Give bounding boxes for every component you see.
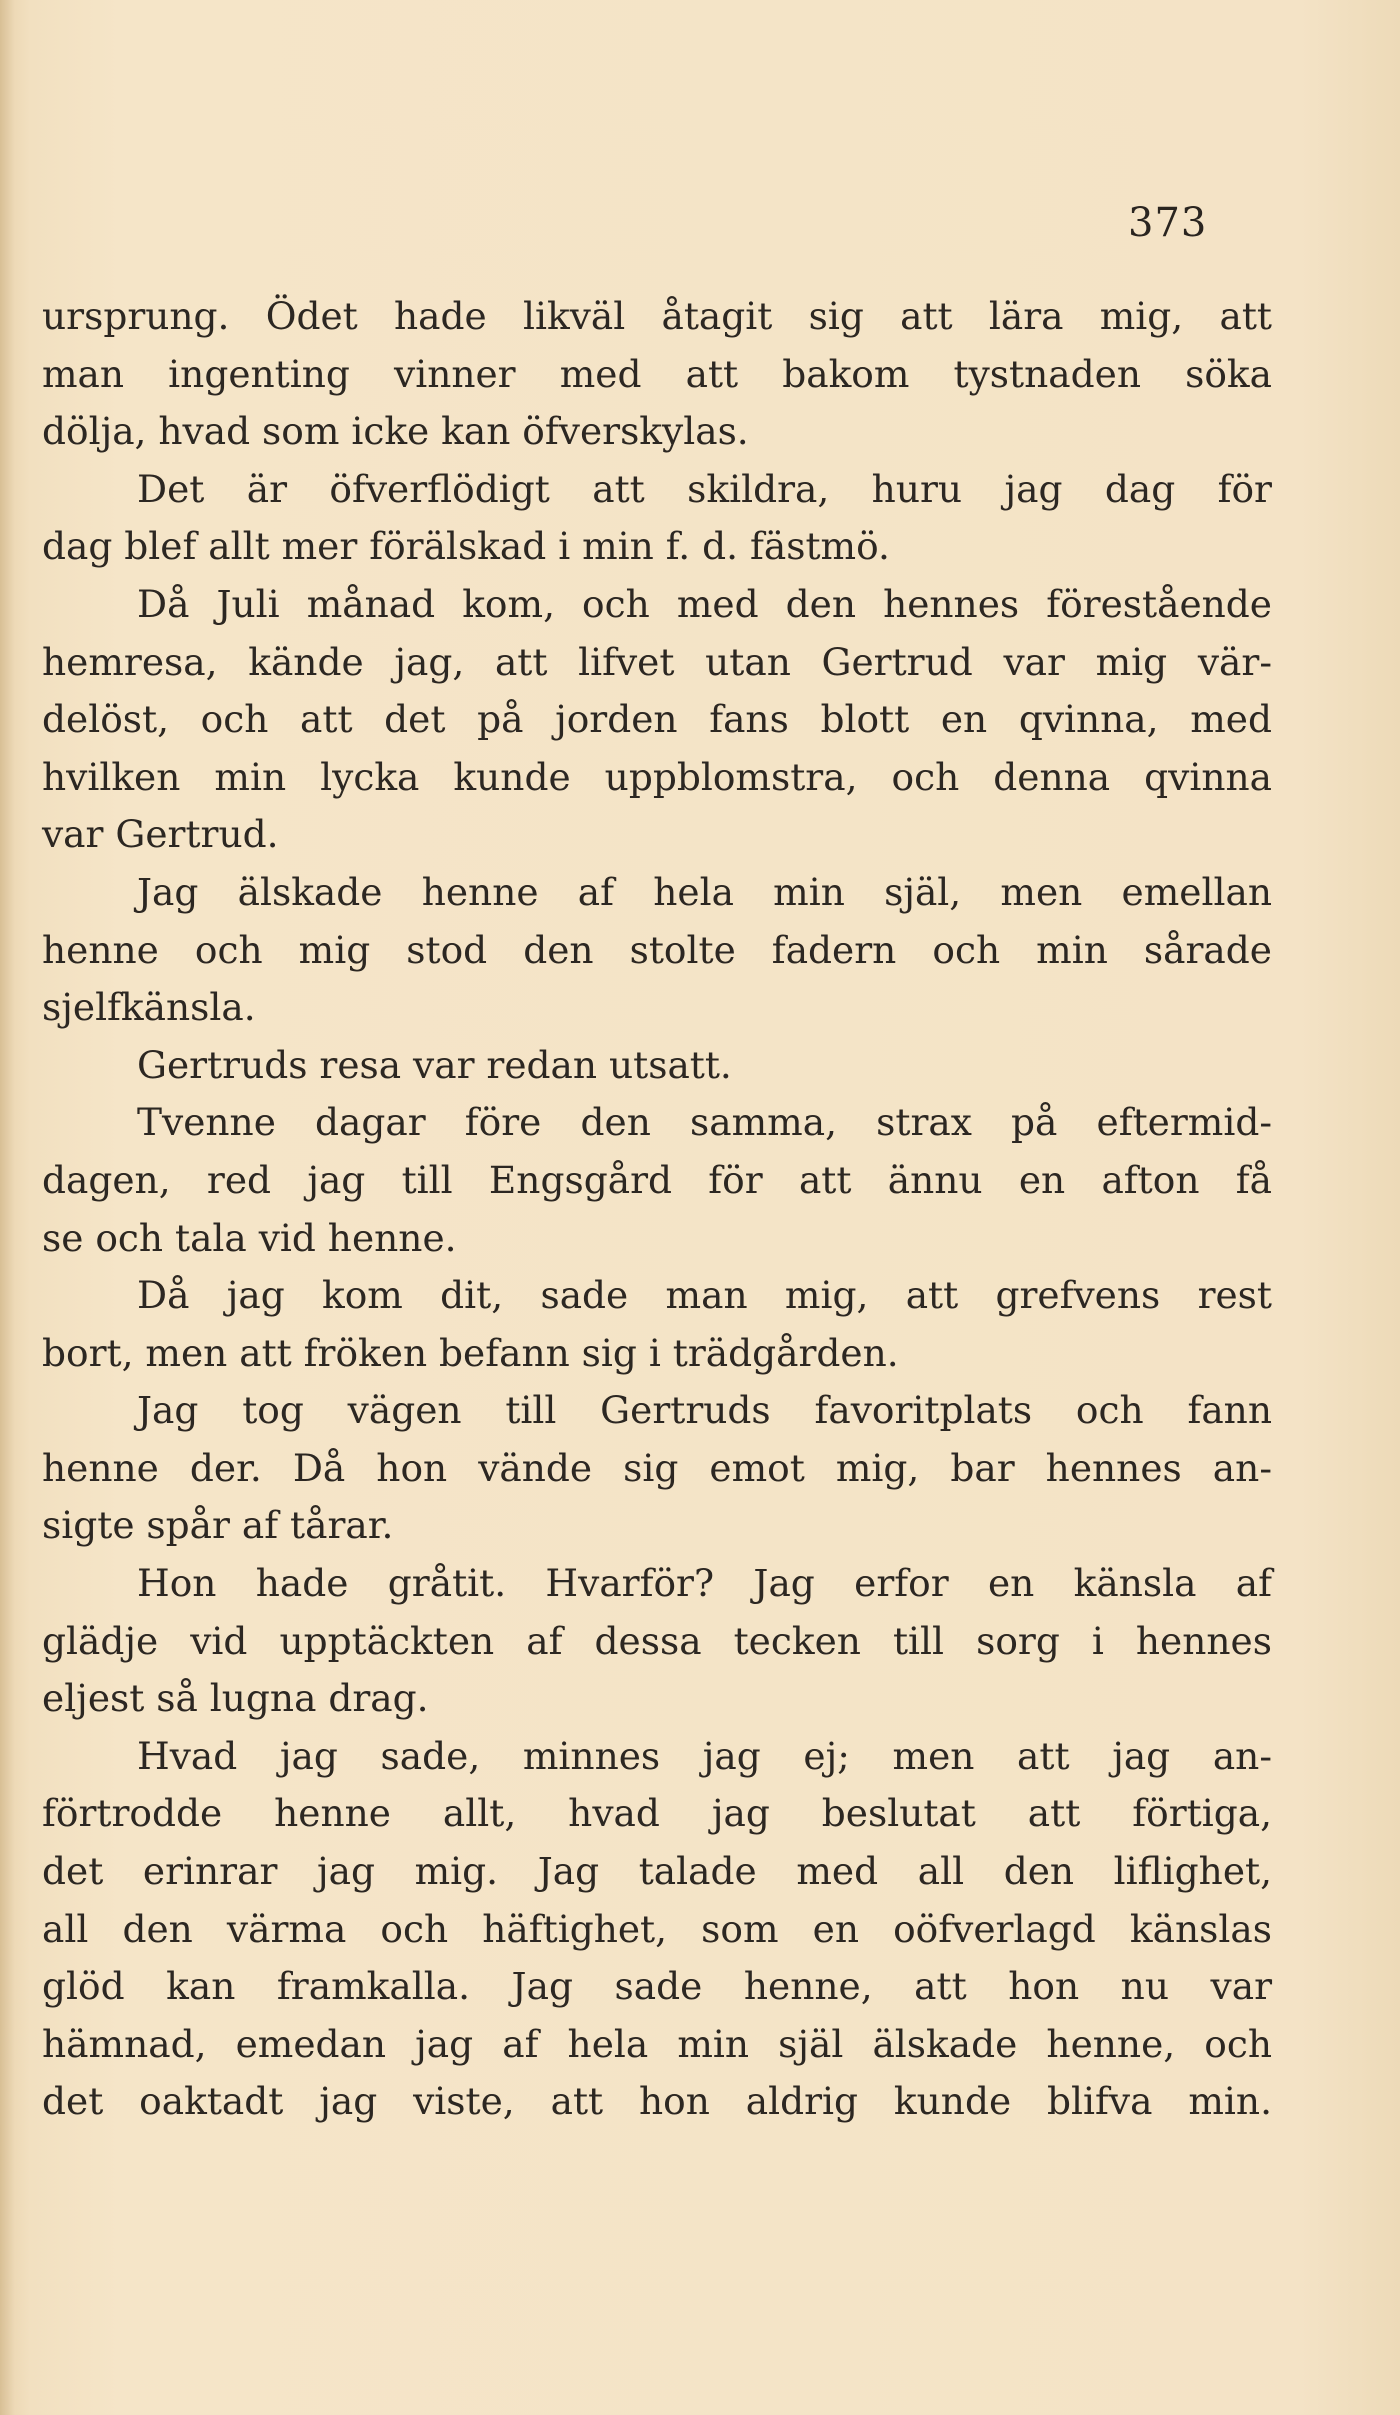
text-line: Då jag kom dit, sade man mig, att grefvens rest <box>137 1273 1272 1318</box>
text-line: sigte spår af tårar. <box>42 1503 394 1548</box>
body-text <box>42 288 1272 2131</box>
text-line: man ingenting vinner med att bakom tystnaden söka <box>42 351 1272 396</box>
text-line: eljest så lugna drag. <box>42 1676 429 1721</box>
text-line: Hvad jag sade, minnes jag ej; men att jag an- <box>137 1733 1272 1778</box>
text-line: Jag älskade henne af hela min själ, men emellan <box>137 869 1272 914</box>
text-line: all den värma och häftighet, som en oöfverlagd känslas <box>42 1906 1272 1951</box>
text-line: glädje vid upptäckten af dessa tecken till sorg i hennes <box>42 1618 1272 1663</box>
page-edge <box>0 0 14 2415</box>
text-line: henne der. Då hon vände sig emot mig, bar hennes an- <box>42 1445 1272 1490</box>
text-line: glöd kan framkalla. Jag sade henne, att hon nu var <box>42 1964 1272 2009</box>
text-line: se och tala vid henne. <box>42 1215 457 1260</box>
text-line: delöst, och att det på jorden fans blott en qvinna, med <box>42 697 1272 742</box>
page-number: 373 <box>1128 200 1208 246</box>
text-line: ursprung. Ödet hade likväl åtagit sig att lära mig, att <box>42 294 1272 338</box>
text-line: Tvenne dagar före den samma, strax på eftermid- <box>137 1100 1272 1145</box>
text-line: det erinrar jag mig. Jag talade med all den liflighet, <box>42 1849 1272 1894</box>
text-line: förtrodde henne allt, hvad jag beslutat att förtiga, <box>42 1791 1272 1836</box>
text-line: sjelfkänsla. <box>42 985 256 1030</box>
text-line: dag blef allt mer förälskad i min f. d. fästmö. <box>42 524 890 569</box>
text-line: hämnad, emedan jag af hela min själ älskade henne, och <box>42 2021 1272 2066</box>
text-line: Det är öfverflödigt att skildra, huru jag dag för <box>137 466 1272 511</box>
text-line: henne och mig stod den stolte fadern och min sårade <box>42 927 1272 972</box>
text-line: var Gertrud. <box>42 812 279 857</box>
text-line: Hon hade gråtit. Hvarför? Jag erfor en känsla af <box>137 1561 1272 1606</box>
text-line: hvilken min lycka kunde uppblomstra, och denna qvinna <box>42 754 1272 799</box>
text-line: bort, men att fröken befann sig i trädgården. <box>42 1330 899 1375</box>
text-line: dölja, hvad som icke kan öfverskylas. <box>42 409 749 454</box>
text-line: Jag tog vägen till Gertruds favoritplats och fann <box>137 1388 1272 1433</box>
text-line: det oaktadt jag viste, att hon aldrig kunde blifva min. <box>42 2079 1272 2124</box>
text-line: dagen, red jag till Engsgård för att ännu en afton få <box>42 1157 1272 1202</box>
text-line: Gertruds resa var redan utsatt. <box>137 1042 732 1087</box>
text-line: Då Juli månad kom, och med den hennes förestående <box>137 581 1272 626</box>
text-line: hemresa, kände jag, att lifvet utan Gertrud var mig vär- <box>42 639 1272 684</box>
